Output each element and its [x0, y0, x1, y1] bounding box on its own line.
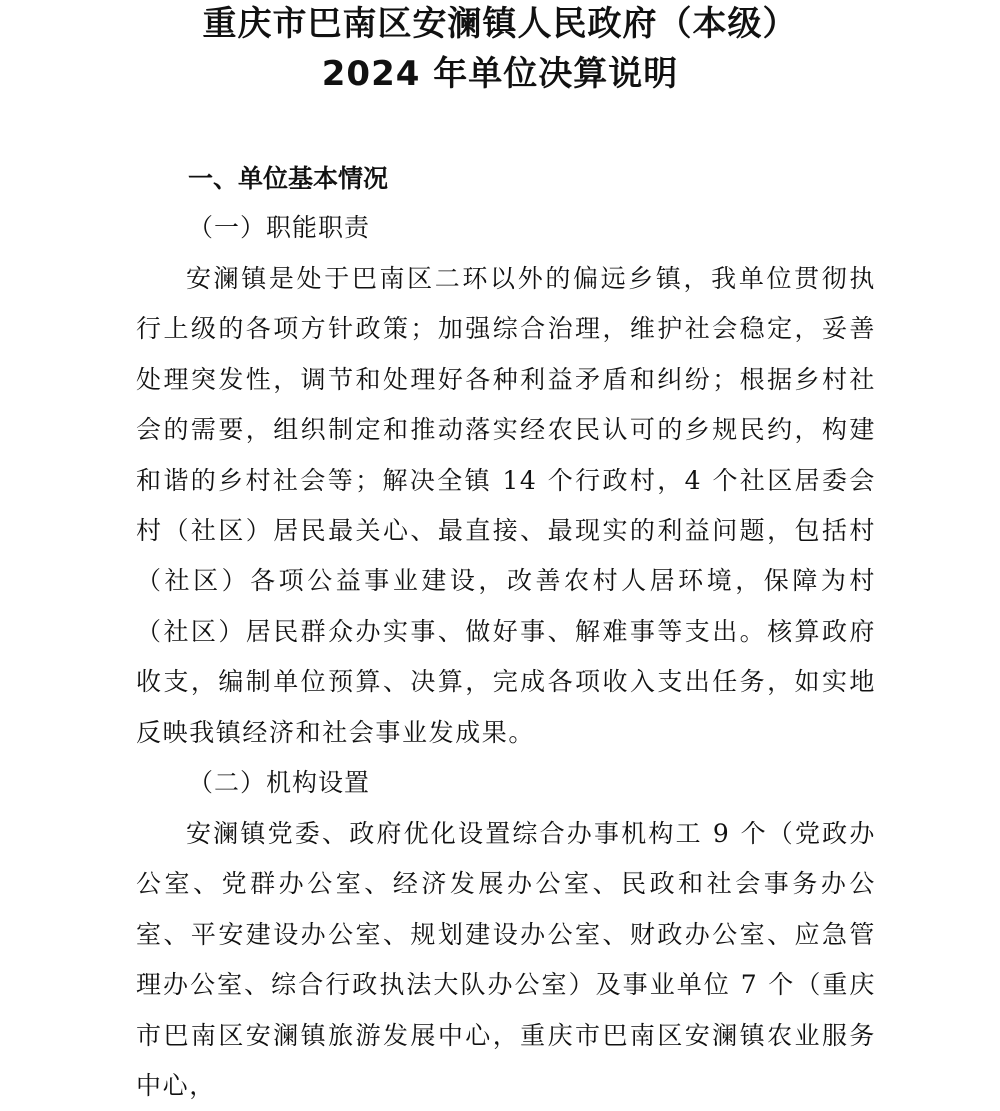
document-title-line1: 重庆市巴南区安澜镇人民政府（本级）: [202, 4, 798, 44]
section-heading-basic-info: 一、单位基本情况: [188, 164, 389, 193]
document-title-line2: 2024 年单位决算说明: [321, 54, 679, 94]
subsection-heading-functions: （一）职能职责: [188, 213, 371, 242]
paragraph-functions: 安澜镇是处于巴南区二环以外的偏远乡镇，我单位贯彻执行上级的各项方针政策；加强综合治理，维护社会稳定，妥善处理突发性，调节和处理好各种利益矛盾和纠纷；根据乡村社会的需要，组织制定和推动落实经农民认可的乡规民约，构建和谐的乡村社会等；解决全镇 14 个行政村，4 个社区居委会村（社区）居民最关心、最直接、最现实的利益问题，包括村（社区）各项公益事业建设，改善农村人居环境，保障为村（社区）居民群众办实事、做好事、解难事等支出。核算政府收支，编制单位预算、决算，完成各项收入支出任务，如实地反映我镇经济和社会事业发成果。: [136, 264, 876, 747]
paragraph-organization: 安澜镇党委、政府优化设置综合办事机构工 9 个（党政办公室、党群办公室、经济发展办公室、民政和社会事务办公室、平安建设办公室、规划建设办公室、财政办公室、应急管理办公室、综合行政执法大队办公室）及事业单位 7 个（重庆市巴南区安澜镇旅游发展中心，重庆市巴南区安澜镇农业服务中心，: [136, 819, 876, 1101]
subsection-heading-organization: （二）机构设置: [188, 768, 371, 797]
